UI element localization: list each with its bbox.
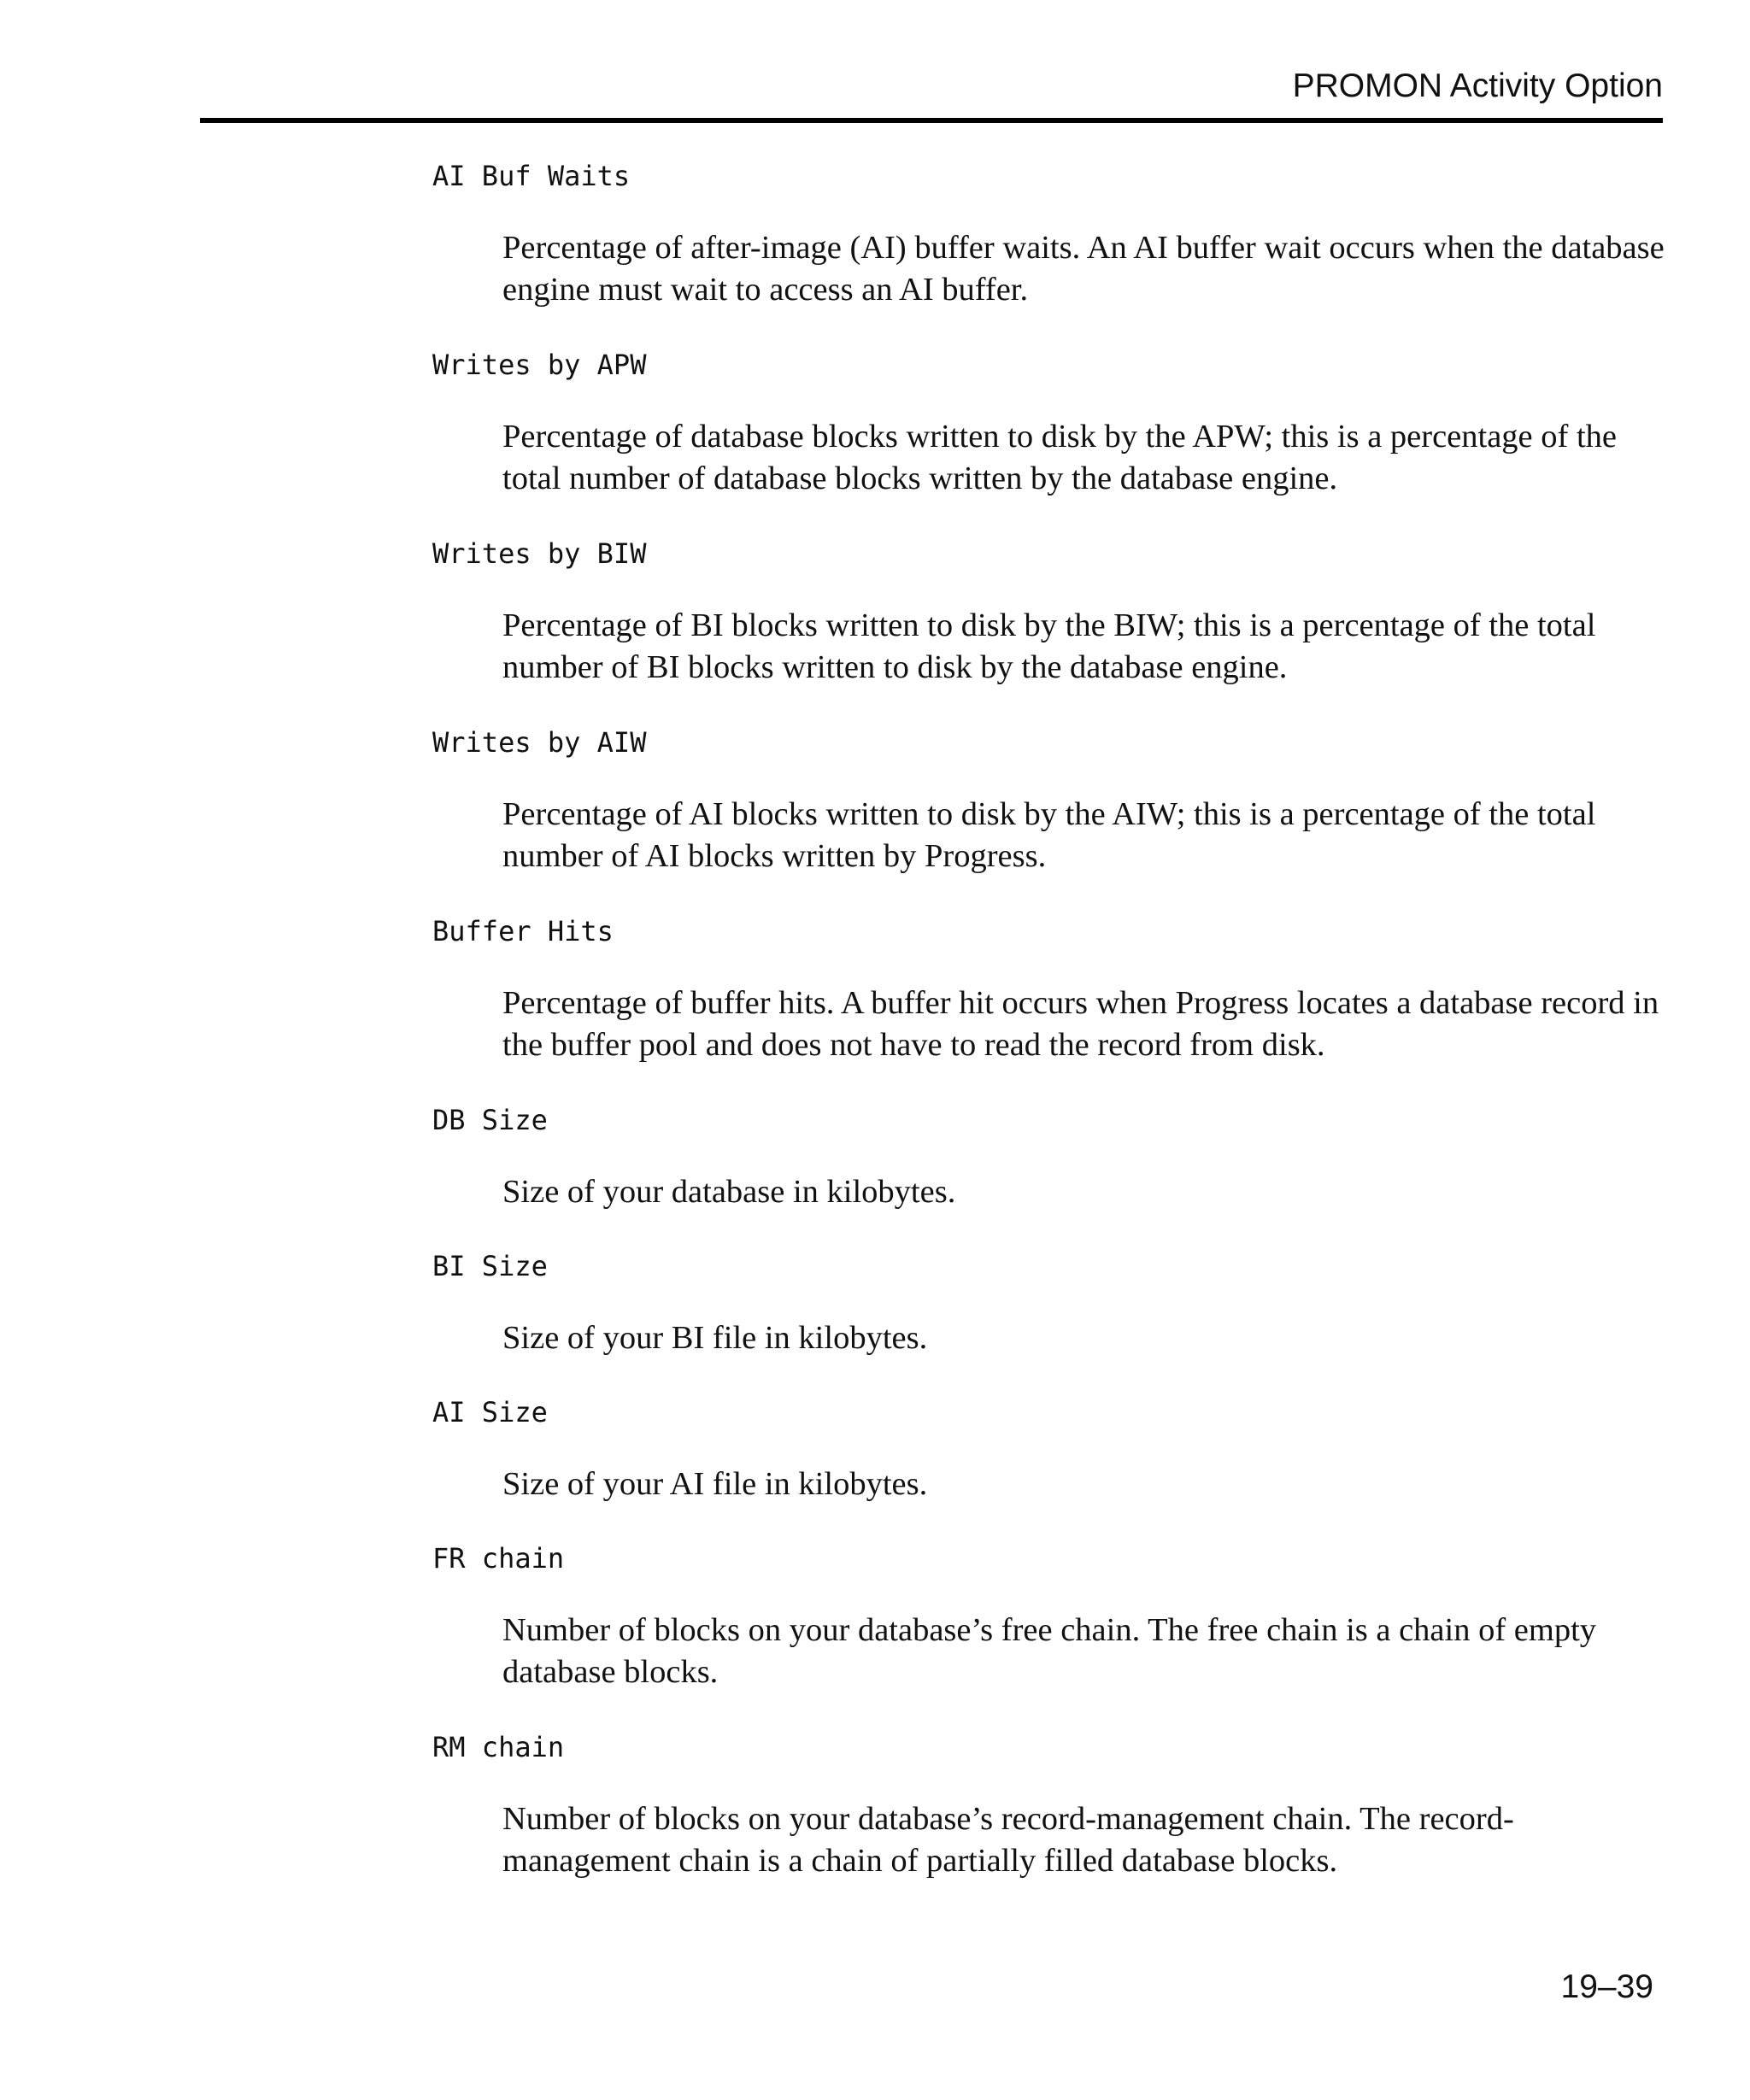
definition-entry <box>432 1395 1667 1505</box>
definition-term: AI Buf Waits <box>432 160 631 192</box>
definition-entry <box>432 1541 1667 1693</box>
definition-description: Size of your BI file in kilobytes. <box>502 1320 928 1356</box>
definition-term: FR chain <box>432 1542 565 1575</box>
definition-description: Percentage of BI blocks written to disk by the BIW; this is a percentage of the total number of BI blocks written to disk by the database engine. <box>502 607 1596 685</box>
definition-entry <box>432 914 1667 1066</box>
definition-description: Number of blocks on your database’s free chain. The free chain is a chain of empty database blocks. <box>502 1612 1597 1690</box>
definition-entry <box>432 537 1667 689</box>
definition-term: RM chain <box>432 1731 565 1763</box>
definition-term: Writes by APW <box>432 349 647 381</box>
definition-term: DB Size <box>432 1104 548 1136</box>
definition-term: Writes by BIW <box>432 537 647 570</box>
running-header-title: PROMON Activity Option <box>1292 67 1663 104</box>
definition-description: Percentage of buffer hits. A buffer hit occurs when Progress locates a database record in the buffer pool and does not have to read the record from disk. <box>502 985 1659 1063</box>
definition-term: Writes by AIW <box>432 726 647 759</box>
definition-entry <box>432 348 1667 500</box>
definition-description: Percentage of AI blocks written to disk by the AIW; this is a percentage of the total number of AI blocks written by Progress. <box>502 796 1596 874</box>
definition-entry <box>432 1249 1667 1359</box>
definition-description: Percentage of database blocks written to disk by the APW; this is a percentage of the total number of database blocks written by the database engine. <box>502 419 1617 496</box>
definition-entry <box>432 1103 1667 1213</box>
definition-term: AI Size <box>432 1396 548 1428</box>
definition-description: Percentage of after-image (AI) buffer waits. An AI buffer wait occurs when the database engine must wait to access an AI buffer. <box>502 230 1665 308</box>
definition-list <box>432 159 1667 1882</box>
definition-term: BI Size <box>432 1250 548 1282</box>
definition-entry <box>432 1730 1667 1882</box>
page-number: 19–39 <box>1560 1968 1653 2005</box>
definition-term: Buffer Hits <box>432 915 614 947</box>
definition-description: Size of your database in kilobytes. <box>502 1174 956 1210</box>
definition-description: Number of blocks on your database’s record-management chain. The record-management chain is a chain of partially filled database blocks. <box>502 1801 1514 1879</box>
page-header <box>200 62 1663 123</box>
definition-description: Size of your AI file in kilobytes. <box>502 1466 928 1502</box>
definition-entry <box>432 159 1667 311</box>
definition-entry <box>432 725 1667 877</box>
